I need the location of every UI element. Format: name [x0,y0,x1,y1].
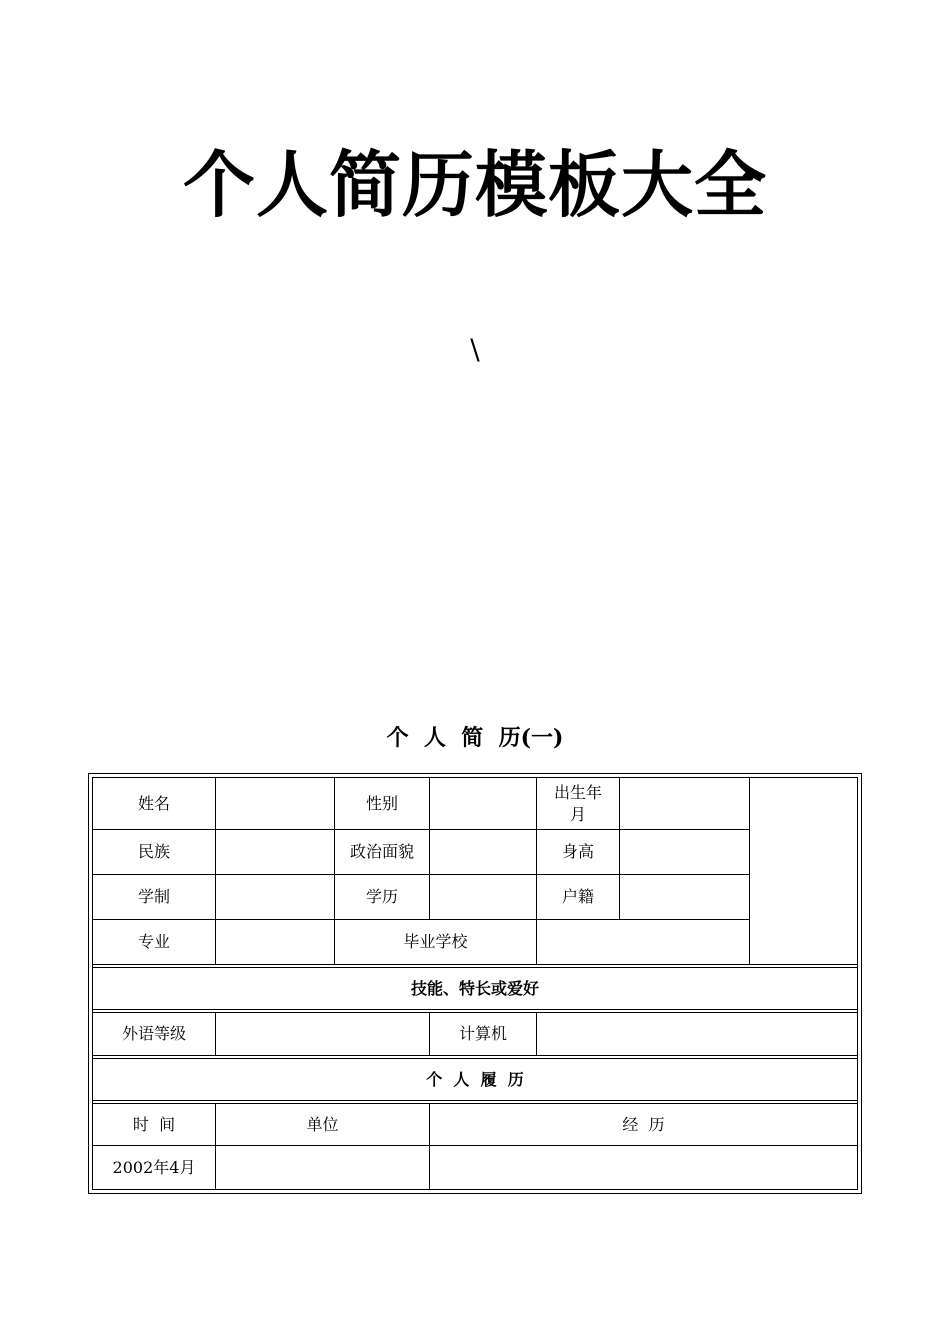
ethnicity-label: 民族 [137,842,170,861]
gender-field[interactable] [430,778,536,829]
row-divider-double [93,964,857,965]
foreign-language-label: 外语等级 [121,1024,186,1043]
resume-header: 个 人 履 历 [426,1069,524,1089]
photo-area[interactable] [750,778,857,964]
graduate-school-field[interactable] [537,920,749,964]
hukou-field[interactable] [620,875,749,919]
birth-label: 出生年 月 [553,782,602,824]
political-label: 政治面貌 [349,842,414,861]
document-title: 个人简历模板大全 [182,142,767,227]
major-label: 专业 [137,932,170,951]
row-divider-double [93,1100,857,1101]
name-label: 姓名 [137,793,170,813]
time-label: 时 间 [132,1114,176,1134]
section-title: 个 人 简 历(一) [386,725,564,751]
schooling-label: 学制 [137,887,170,906]
height-field[interactable] [620,830,749,874]
separator-mark: \ [470,333,480,366]
birth-field[interactable] [620,778,749,829]
graduate-school-label: 毕业学校 [403,932,468,951]
foreign-language-field[interactable] [216,1013,429,1055]
schooling-field[interactable] [216,875,334,919]
political-field[interactable] [430,830,536,874]
ethnicity-field[interactable] [216,830,334,874]
computer-field[interactable] [537,1013,857,1055]
name-field[interactable] [216,778,334,829]
major-field[interactable] [216,920,334,964]
education-field[interactable] [430,875,536,919]
time-value[interactable]: 2002年4月 [112,1157,196,1177]
height-label: 身高 [561,842,594,861]
education-label: 学历 [365,887,398,906]
resume-form-inner [92,777,858,1190]
gender-label: 性别 [365,793,398,813]
experience-field[interactable] [430,1146,857,1189]
row-divider-double [93,1009,857,1010]
skills-header: 技能、特长或爱好 [410,978,539,998]
experience-label: 经 历 [622,1114,665,1134]
unit-label: 单位 [306,1114,339,1134]
resume-form [88,773,862,1194]
hukou-label: 户籍 [561,887,594,906]
computer-label: 计算机 [458,1024,507,1043]
row-divider-double [93,1055,857,1056]
unit-field[interactable] [216,1146,429,1189]
